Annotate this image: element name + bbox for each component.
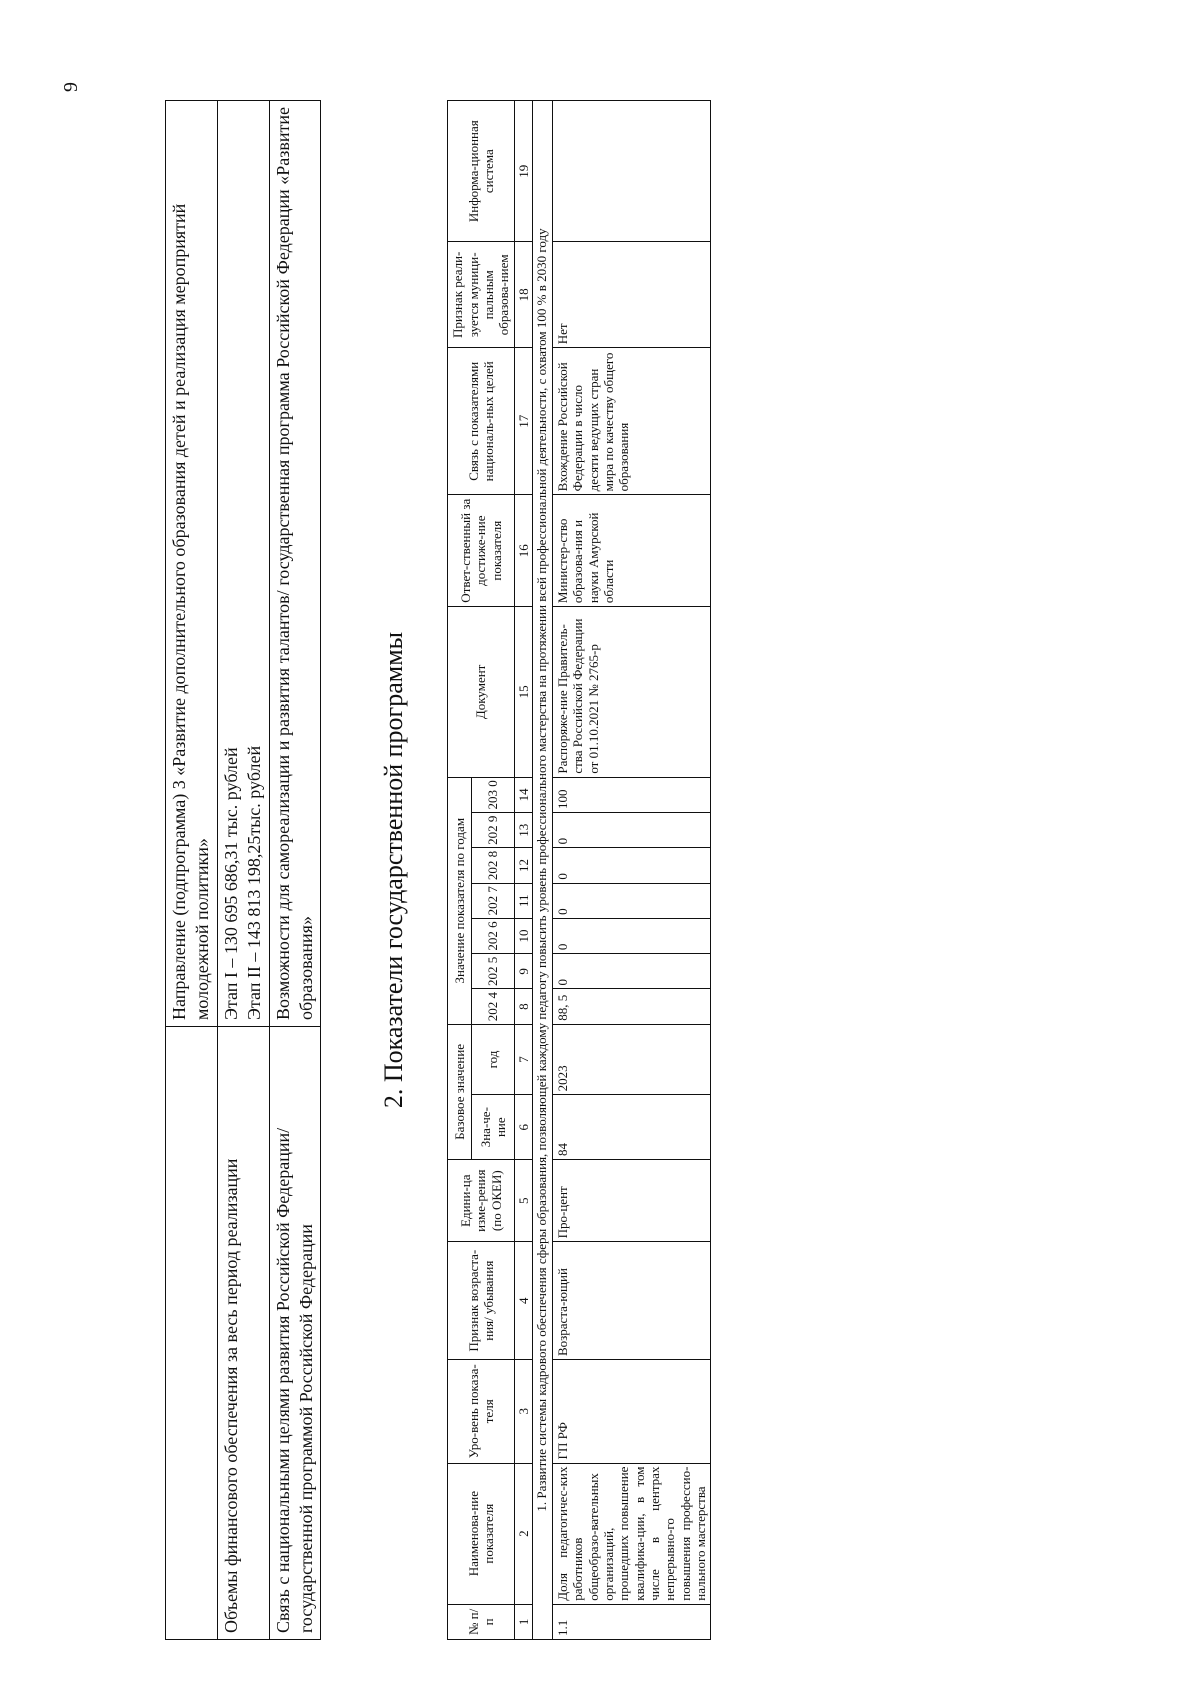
section-row: [532, 101, 552, 1640]
indicator-sign: Возраста-ющий: [552, 1242, 710, 1360]
national-goals-label: Связь с национальными целями развития Российской Федерации/ государственной программой Российской Федерации: [269, 1027, 321, 1640]
header-row: [448, 101, 472, 1640]
col-header-base-value: Зна-че-ние: [472, 1095, 514, 1160]
year-value: 100: [552, 777, 710, 812]
col-header-values-by-year: Значение показателя по годам: [448, 777, 472, 1024]
col-header-municipal: Признак реали-зуется муници-пальным образова-нием: [448, 242, 514, 348]
indicator-name: Доля педагогичес-ких работников общеобразо-вательных организаций, прошедших повышение квалифика-ции, в том числе в центрах непрерывно-го повышения профессио-нального мастерства: [552, 1463, 710, 1604]
col-header-national-goals: Связь с показателями националь-ных целей: [448, 348, 514, 495]
base-value: 84: [552, 1095, 710, 1160]
table-row: [166, 101, 218, 1640]
funding-label: Объемы финансового обеспечения за весь период реализации: [217, 1027, 269, 1640]
stage-2-funding: Этап II – 143 813 198,25тыс. рублей: [244, 745, 265, 1020]
year-value: 88, 5: [552, 989, 710, 1024]
column-number: 12: [514, 848, 532, 883]
row-label: [166, 1027, 218, 1640]
col-header-base-year: год: [472, 1024, 514, 1095]
column-number: 19: [514, 101, 532, 242]
column-number: 14: [514, 777, 532, 812]
indicators-table: [447, 100, 711, 1640]
col-header-info-system: Информа-ционная система: [448, 101, 514, 242]
indicator-municipal: Нет: [552, 242, 710, 348]
column-number: 3: [514, 1360, 532, 1464]
table-row: [217, 101, 269, 1640]
base-year: 2023: [552, 1024, 710, 1095]
indicator-num: 1.1: [552, 1604, 710, 1639]
col-header-level: Уро-вень показа-теля: [448, 1360, 514, 1464]
indicator-level: ГП РФ: [552, 1360, 710, 1464]
section-title: 2. Показатели государственной программы: [379, 631, 409, 1109]
column-number: 18: [514, 242, 532, 348]
indicator-responsible: Министер-ство образова-ния и науки Амурской области: [552, 495, 710, 607]
column-number: 17: [514, 348, 532, 495]
year-value: 0: [552, 813, 710, 848]
indicator-unit: Про-цент: [552, 1160, 710, 1242]
stage-1-funding: Этап I – 130 695 686,31 тыс. рублей: [220, 747, 241, 1020]
col-header-base: Базовое значение: [448, 1024, 472, 1159]
column-number: 10: [514, 918, 532, 953]
col-header-year: 202 6: [472, 918, 514, 953]
column-number: 6: [514, 1095, 532, 1160]
col-header-year: 202 8: [472, 848, 514, 883]
column-number: 1: [514, 1604, 532, 1639]
page-number: 9: [60, 82, 82, 92]
col-header-sign: Признак возраста-ния/ убывания: [448, 1242, 514, 1360]
rotated-page-content: [165, 100, 1165, 1640]
col-header-responsible: Ответ-ственный за достиже-ние показателя: [448, 495, 514, 607]
col-header-year: 202 9: [472, 813, 514, 848]
column-number: 15: [514, 607, 532, 778]
column-number: 16: [514, 495, 532, 607]
subprogram-direction: Направление (подпрограмма) 3 «Развитие дополнительного образования детей и реализация мероприятий молодежной политики»: [166, 101, 218, 1027]
column-number: 2: [514, 1463, 532, 1604]
col-header-year: 202 7: [472, 883, 514, 918]
col-header-document: Документ: [448, 607, 514, 778]
year-value: 0: [552, 918, 710, 953]
column-number: 7: [514, 1024, 532, 1095]
indicator-info-system: [552, 101, 710, 242]
year-value: 0: [552, 954, 710, 989]
table-row: [552, 101, 710, 1640]
indicator-document: Распоряже-ние Правитель-ства Российской Федерации от 01.10.2021 № 2765-р: [552, 607, 710, 778]
column-number: 8: [514, 989, 532, 1024]
column-number: 4: [514, 1242, 532, 1360]
section-heading: 1. Развитие системы кадрового обеспечения сферы образования, позволяющей каждому педагогу повысить уровень профессионального мастерства на протяжении всей профессиональной деятельности, с охватом 100 % в 2030 году: [532, 101, 552, 1640]
col-header-year: 203 0: [472, 777, 514, 812]
column-number: 13: [514, 813, 532, 848]
col-header-name: Наименова-ние показателя: [448, 1463, 514, 1604]
column-number: 11: [514, 883, 532, 918]
col-header-year: 202 4: [472, 989, 514, 1024]
year-value: 0: [552, 848, 710, 883]
table-row: [269, 101, 321, 1640]
program-info-table: [165, 100, 321, 1640]
column-number-row: [514, 101, 532, 1640]
col-header-unit: Едини-ца изме-рения (по ОКЕИ): [448, 1160, 514, 1242]
national-goals-value: Возможности для самореализации и развития талантов/ государственная программа Российской Федерации «Развитие образования»: [269, 101, 321, 1027]
col-header-year: 202 5: [472, 954, 514, 989]
col-header-num: № п/п: [448, 1604, 514, 1639]
indicator-national-goals: Вхождение Российской Федерации в число десяти ведущих стран мира по качеству общего образования: [552, 348, 710, 495]
year-value: 0: [552, 883, 710, 918]
column-number: 9: [514, 954, 532, 989]
column-number: 5: [514, 1160, 532, 1242]
funding-values: [217, 101, 269, 1027]
